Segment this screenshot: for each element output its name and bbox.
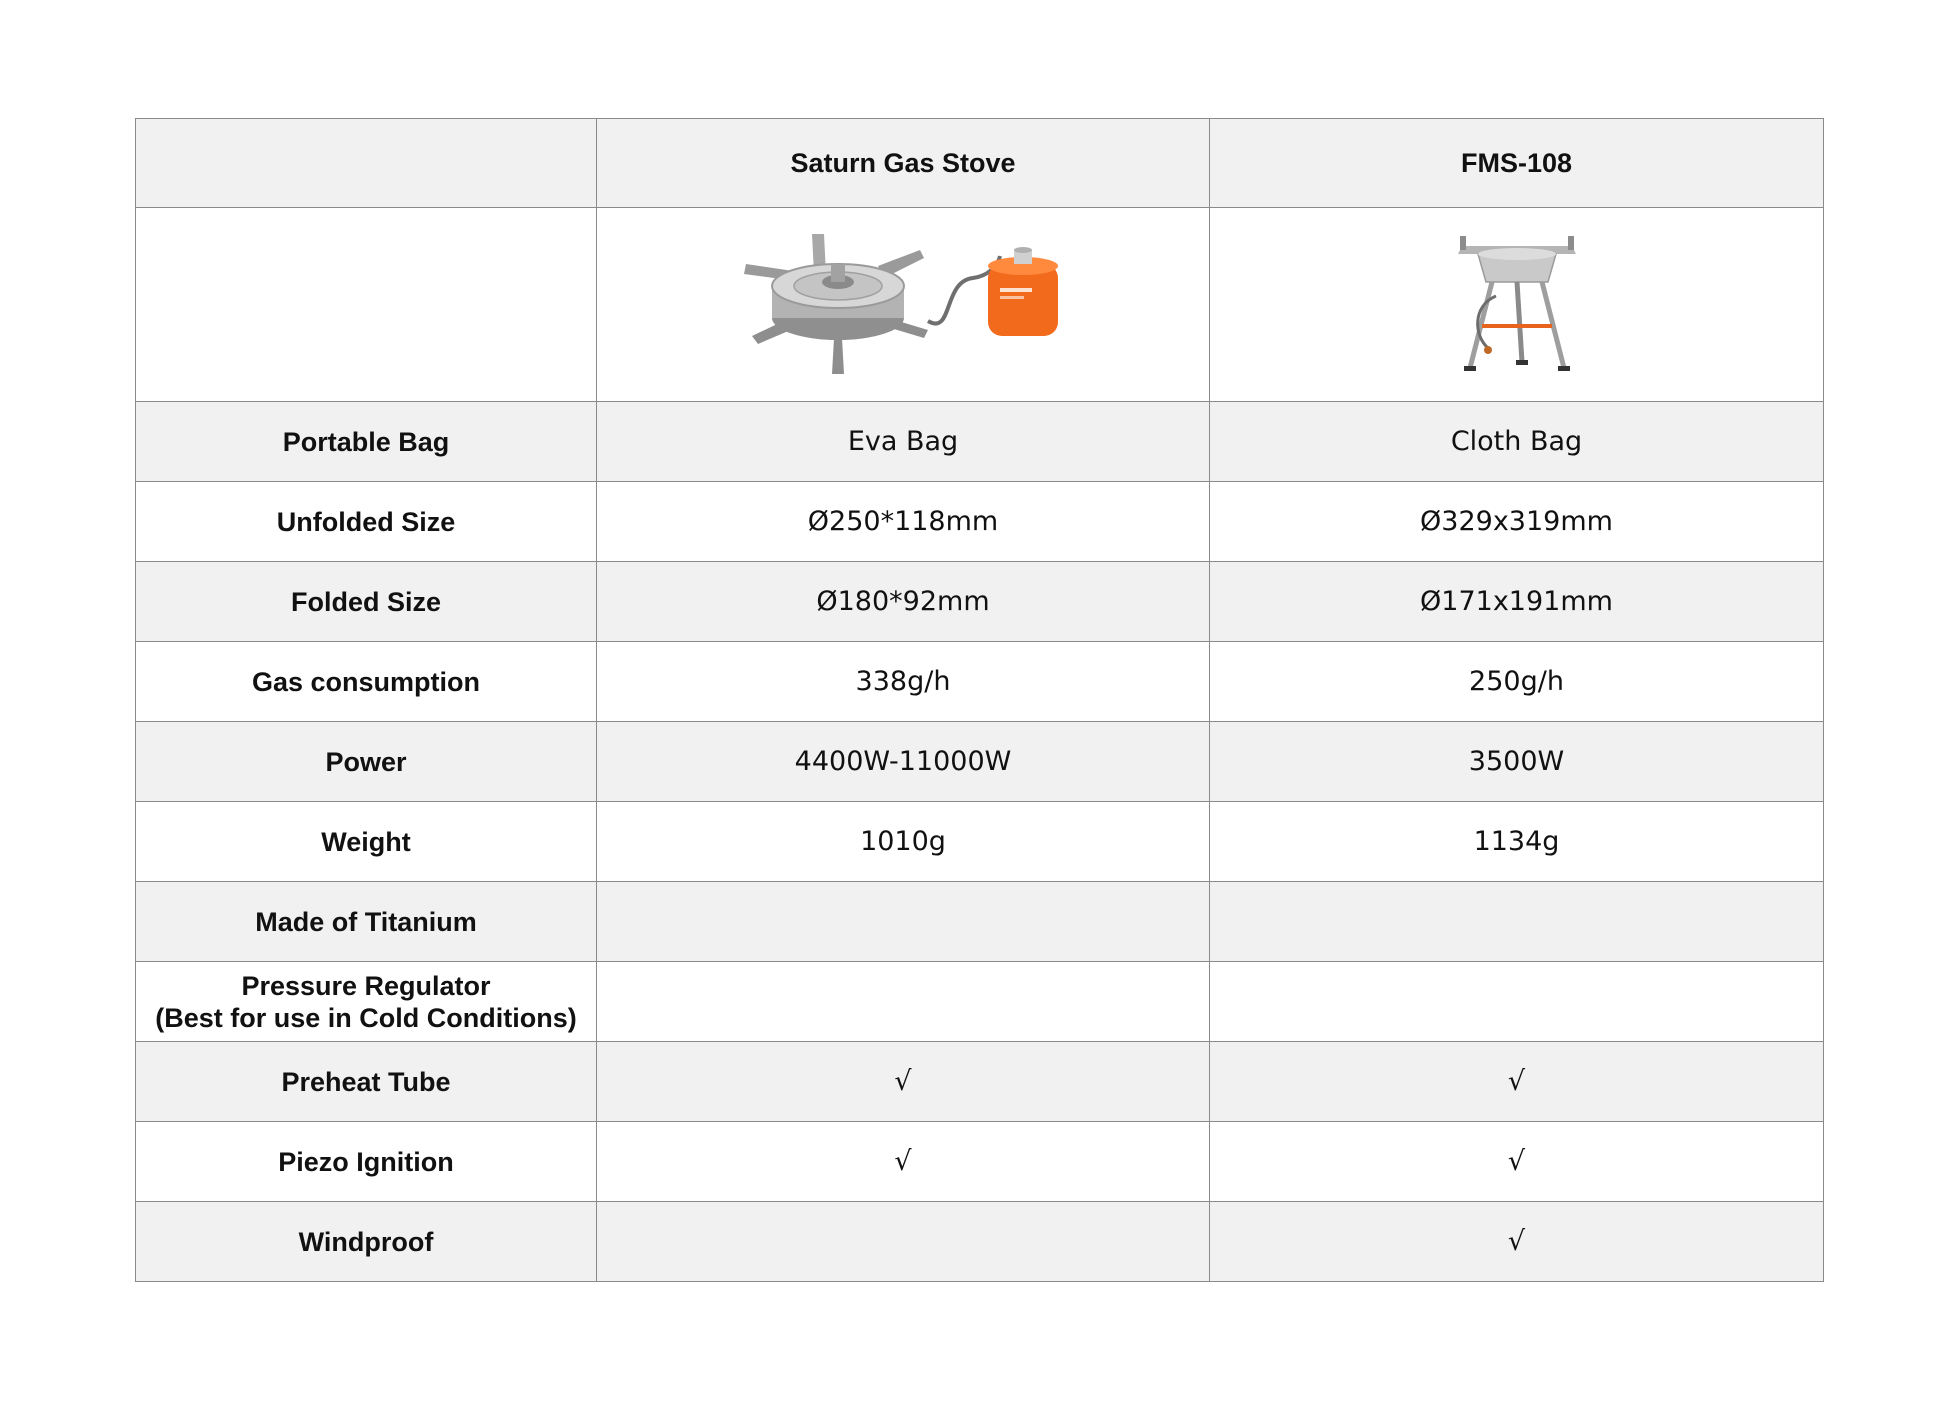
fms-108-preheat-tube-check-icon: √ [1210, 1042, 1824, 1122]
saturn-image-cell [597, 208, 1210, 402]
row-label-windproof: Windproof [136, 1202, 597, 1282]
comparison-table [135, 118, 1824, 1282]
table-row [136, 1202, 1824, 1282]
row-label-power: Power [136, 722, 597, 802]
table-row [136, 882, 1824, 962]
saturn-folded-size: Ø180*92mm [597, 562, 1210, 642]
table-row [136, 402, 1824, 482]
row-label-portable-bag: Portable Bag [136, 402, 597, 482]
table-row [136, 1122, 1824, 1202]
table-row [136, 642, 1824, 722]
fms-108-pressure-regulator [1210, 962, 1824, 1042]
fms-108-tripod-stove-image [1452, 226, 1582, 384]
fms-108-portable-bag: Cloth Bag [1210, 402, 1824, 482]
product-header-saturn: Saturn Gas Stove [597, 119, 1210, 208]
corner-cell [136, 119, 597, 208]
header-row [136, 119, 1824, 208]
fms-108-unfolded-size: Ø329x319mm [1210, 482, 1824, 562]
saturn-weight: 1010g [597, 802, 1210, 882]
saturn-power: 4400W-11000W [597, 722, 1210, 802]
fms-108-weight: 1134g [1210, 802, 1824, 882]
fms-108-windproof-check-icon: √ [1210, 1202, 1824, 1282]
table-row [136, 802, 1824, 882]
row-label-unfolded-size: Unfolded Size [136, 482, 597, 562]
saturn-made-of-titanium [597, 882, 1210, 962]
row-label-piezo-ignition: Piezo Ignition [136, 1122, 597, 1202]
pressure-regulator-title: Pressure Regulator [241, 970, 491, 1001]
image-row-label-cell [136, 208, 597, 402]
row-label-gas-consumption: Gas consumption [136, 642, 597, 722]
row-label-preheat-tube: Preheat Tube [136, 1042, 597, 1122]
table-row [136, 562, 1824, 642]
table-row [136, 482, 1824, 562]
fms-108-piezo-ignition-check-icon: √ [1210, 1122, 1824, 1202]
row-label-made-of-titanium: Made of Titanium [136, 882, 597, 962]
product-header-fms-108: FMS-108 [1210, 119, 1824, 208]
fms-108-folded-size: Ø171x191mm [1210, 562, 1824, 642]
fms-108-gas-consumption: 250g/h [1210, 642, 1824, 722]
row-label-folded-size: Folded Size [136, 562, 597, 642]
row-label-pressure-regulator [136, 962, 597, 1042]
saturn-preheat-tube-check-icon: √ [597, 1042, 1210, 1122]
saturn-pressure-regulator [597, 962, 1210, 1042]
fms-108-made-of-titanium [1210, 882, 1824, 962]
row-label-weight: Weight [136, 802, 597, 882]
fms-108-image-cell [1210, 208, 1824, 402]
saturn-piezo-ignition-check-icon: √ [597, 1122, 1210, 1202]
image-row [136, 208, 1824, 402]
saturn-windproof [597, 1202, 1210, 1282]
table-row [136, 1042, 1824, 1122]
pressure-regulator-subtitle: (Best for use in Cold Conditions) [155, 1002, 577, 1033]
table-row [136, 962, 1824, 1042]
saturn-gas-consumption: 338g/h [597, 642, 1210, 722]
saturn-portable-bag: Eva Bag [597, 402, 1210, 482]
saturn-stove-with-gas-canister-image [738, 226, 1068, 384]
table-row [136, 722, 1824, 802]
fms-108-power: 3500W [1210, 722, 1824, 802]
saturn-unfolded-size: Ø250*118mm [597, 482, 1210, 562]
